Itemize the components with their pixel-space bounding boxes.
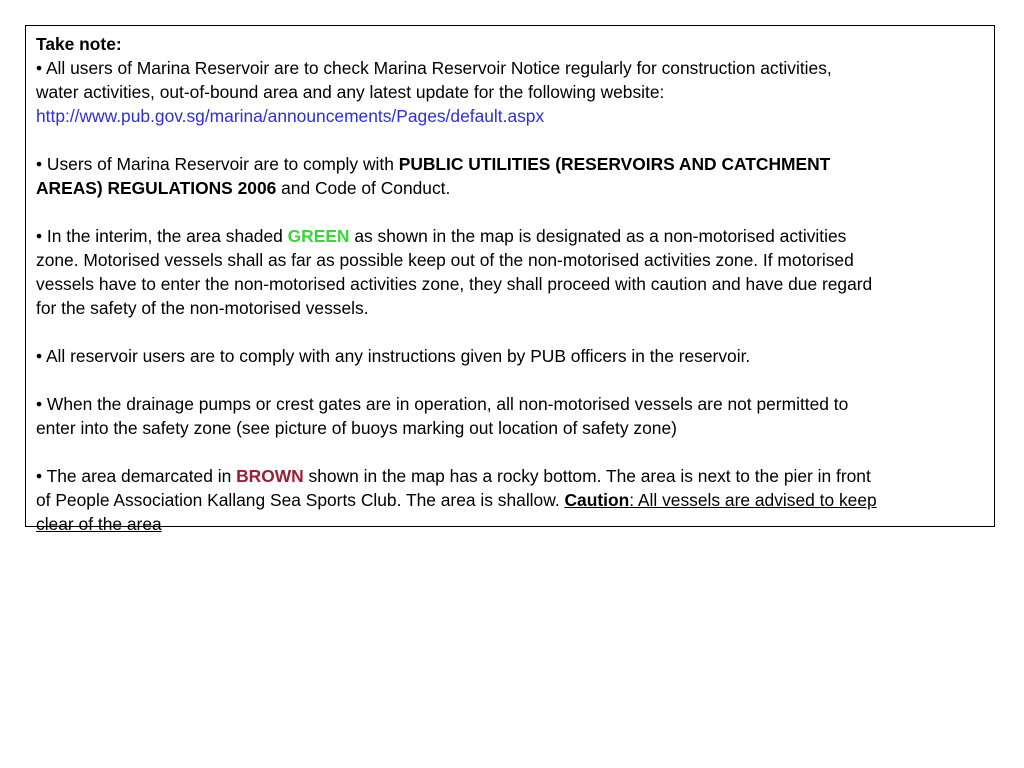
paragraph-gap (36, 440, 994, 464)
regulations-suffix: and Code of Conduct. (276, 178, 451, 198)
safety-zone-line-2: enter into the safety zone (see picture of buoys marking out location of safety zone) (36, 418, 677, 438)
green-label: GREEN (287, 226, 350, 246)
regulations-line-1 (36, 152, 994, 176)
brown-area-line-3: clear of the area (36, 514, 162, 534)
green-zone-prefix: • In the interim, the area shaded (36, 226, 288, 246)
green-zone-suffix: as shown in the map is designated as a non-motorised activities (349, 226, 847, 246)
regulations-title-part-2: AREAS) REGULATIONS 2006 (36, 178, 277, 198)
brown-area-suffix: shown in the map has a rocky bottom. The area is next to the pier in front (303, 466, 871, 486)
take-note-box (25, 25, 995, 534)
safety-zone-line-1: • When the drainage pumps or crest gates are in operation, all non-motorised vessels are not permitted to (36, 394, 849, 414)
regulations-prefix: • Users of Marina Reservoir are to comply with (36, 154, 399, 174)
brown-area-prefix: • The area demarcated in (36, 466, 237, 486)
caution-text: : All vessels are advised to keep (629, 490, 877, 510)
brown-area-line-1 (36, 464, 994, 488)
brown-label: BROWN (236, 466, 304, 486)
brown-area-line-2-text: of People Association Kallang Sea Sports Club. The area is shallow. (36, 490, 565, 510)
notice-check-line-2: water activities, out-of-bound area and any latest update for the following website: (36, 82, 665, 102)
pub-instructions-line: • All reservoir users are to comply with any instructions given by PUB officers in the reservoir. (36, 346, 751, 366)
paragraph-gap (36, 128, 994, 152)
note-heading: Take note: (36, 34, 122, 54)
green-zone-line-2: zone. Motorised vessels shall as far as possible keep out of the non-motorised activities zone. If motorised (36, 250, 854, 270)
paragraph-gap (36, 320, 994, 344)
green-zone-line-4: for the safety of the non-motorised vessels. (36, 298, 369, 318)
notice-check-line-1: • All users of Marina Reservoir are to check Marina Reservoir Notice regularly for construction activities, (36, 58, 832, 78)
green-zone-line-1 (36, 224, 994, 248)
regulations-line-2 (36, 176, 994, 200)
regulations-title-part-1: PUBLIC UTILITIES (RESERVOIRS AND CATCHMENT (398, 154, 831, 174)
green-zone-line-3: vessels have to enter the non-motorised activities zone, they shall proceed with caution and have due regard (36, 274, 873, 294)
paragraph-gap (36, 368, 994, 392)
paragraph-gap (36, 200, 994, 224)
announcements-link[interactable]: http://www.pub.gov.sg/marina/announcements/Pages/default.aspx (36, 106, 545, 126)
brown-area-line-2 (36, 488, 994, 512)
caution-label: Caution (564, 490, 630, 510)
